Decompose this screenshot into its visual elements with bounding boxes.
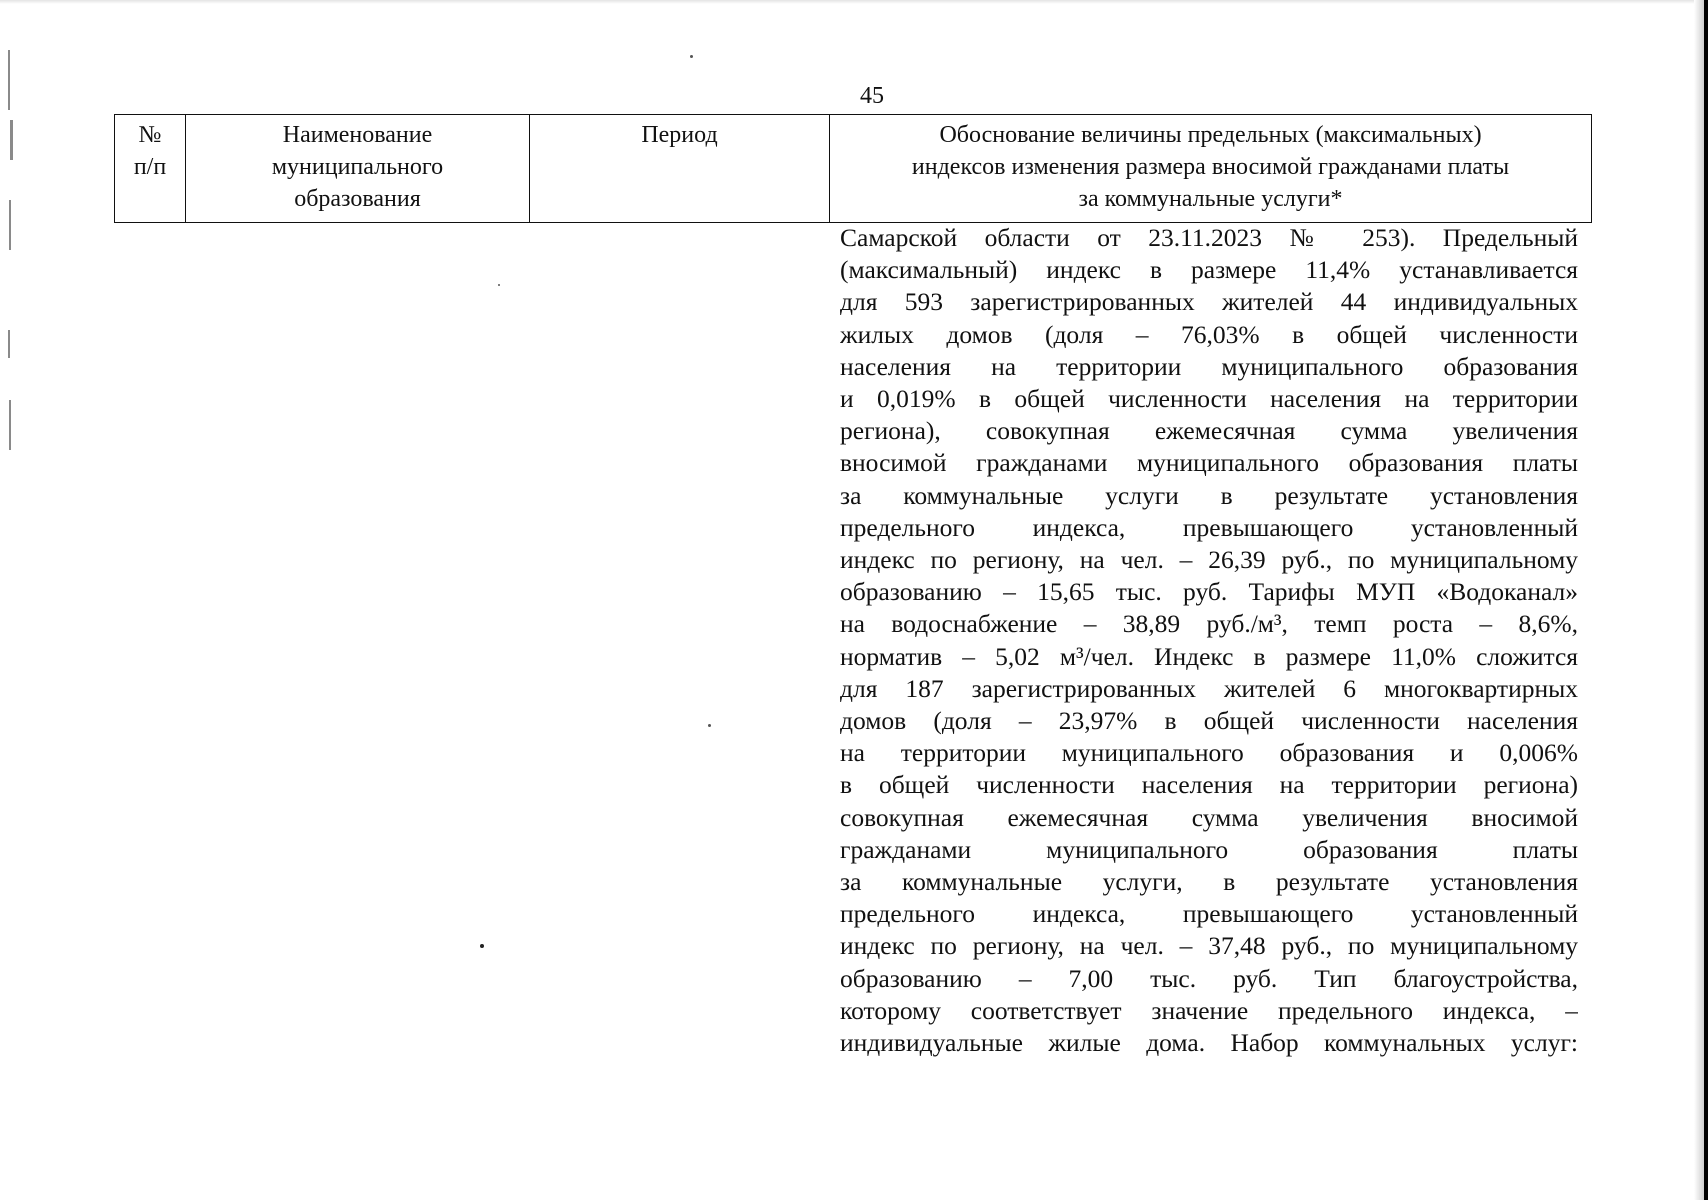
text-line: вносимой гражданами муниципального образования платы: [840, 448, 1578, 478]
justification-text: [840, 222, 1578, 1059]
text-line: предельного индекса, превышающего установленный: [840, 512, 1578, 542]
text-line: для 187 зарегистрированных жителей 6 многоквартирных: [840, 673, 1578, 703]
header-col-period: Период: [530, 115, 830, 222]
header-col-justification: Обоснование величины предельных (максимальных) индексов изменения размера вносимой гражданами платы за коммунальные услуги*: [911, 122, 1510, 212]
text-line: которому соответствует значение предельного индекса, –: [840, 995, 1578, 1025]
scan-artifact: [9, 400, 11, 450]
text-line: и 0,019% в общей численности населения на территории: [840, 384, 1578, 414]
scan-dot: [690, 55, 693, 58]
scan-right-edge: [1704, 0, 1708, 1200]
scan-artifact: [9, 200, 11, 250]
text-line: индекс по региону, на чел. – 37,48 руб., по муниципальному: [840, 931, 1578, 961]
text-line: жилых домов (доля – 76,03% в общей численности: [840, 319, 1578, 349]
text-line: образованию – 15,65 тыс. руб. Тарифы МУП «Водоканал»: [840, 577, 1578, 607]
text-line: индивидуальные жилые дома. Набор коммунальных услуг:: [840, 1028, 1578, 1058]
text-line: совокупная ежемесячная сумма увеличения вносимой: [840, 802, 1578, 832]
text-line: образованию – 7,00 тыс. руб. Тип благоустройства,: [840, 963, 1578, 993]
text-line: (максимальный) индекс в размере 11,4% устанавливается: [840, 255, 1578, 285]
scan-dot: [708, 724, 711, 727]
text-line: для 593 зарегистрированных жителей 44 индивидуальных: [840, 287, 1578, 317]
scan-right-shade: [1694, 0, 1704, 1200]
scan-top-edge: [0, 0, 1708, 4]
header-col-municipality: Наименование муниципального образования: [186, 115, 530, 222]
text-line: Самарской области от 23.11.2023 № 253). Предельный: [840, 223, 1578, 252]
text-line: на водоснабжение – 38,89 руб./м³, темп роста – 8,6%,: [840, 609, 1578, 639]
text-line: региона), совокупная ежемесячная сумма увеличения: [840, 416, 1578, 446]
text-line: в общей численности населения на территории региона): [840, 770, 1578, 800]
scan-dot: [498, 284, 500, 286]
text-line: на территории муниципального образования и 0,006%: [840, 738, 1578, 768]
text-line: домов (доля – 23,97% в общей численности населения: [840, 706, 1578, 736]
text-line: индекс по региону, на чел. – 26,39 руб., по муниципальному: [840, 545, 1578, 575]
text-line: за коммунальные услуги в результате установления: [840, 480, 1578, 510]
scan-dot: [480, 944, 484, 948]
table-header: [114, 114, 1592, 223]
text-line: за коммунальные услуги, в результате установления: [840, 867, 1578, 897]
text-line: населения на территории муниципального образования: [840, 351, 1578, 381]
page-number: 45: [860, 83, 884, 109]
header-col-number: № п/п: [115, 115, 186, 222]
scan-artifact: [10, 120, 13, 160]
scan-artifact: [8, 330, 10, 358]
text-line: норматив – 5,02 м³/чел. Индекс в размере 11,0% сложится: [840, 641, 1578, 671]
text-line: предельного индекса, превышающего установленный: [840, 899, 1578, 929]
text-line: гражданами муниципального образования платы: [840, 834, 1578, 864]
